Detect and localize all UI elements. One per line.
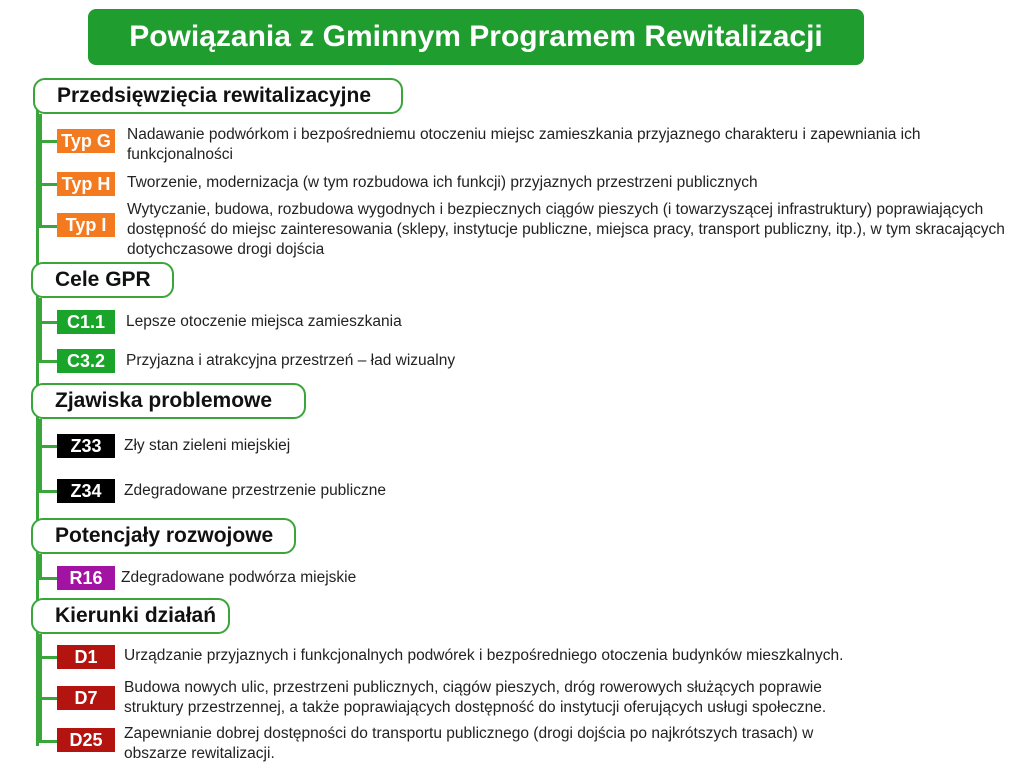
badge-typ-g: [57, 129, 115, 153]
badge-code: Typ I: [65, 214, 107, 235]
section-label: Cele GPR: [55, 268, 151, 291]
section-przedsiewziecia: [33, 78, 403, 114]
badge-code: C3.2: [66, 350, 106, 371]
branch-line: [39, 114, 42, 226]
badge-z34: [57, 479, 115, 503]
badge-code: Z34: [70, 480, 102, 501]
badge-typ-h: [57, 172, 115, 196]
badge-code: D1: [74, 646, 98, 667]
badge-c1-1: [57, 310, 115, 334]
badge-typ-i: [57, 213, 115, 237]
connector-line: [39, 740, 57, 743]
connector-line: [39, 490, 57, 493]
badge-d25: [57, 728, 115, 752]
page-title: [88, 9, 864, 65]
badge-code: Z33: [70, 435, 102, 456]
item-description: Lepsze otoczenie miejsca zamieszkania: [126, 313, 402, 330]
badge-code: D25: [69, 729, 103, 750]
badge-c3-2: [57, 349, 115, 373]
connector-line: [39, 360, 57, 363]
page-title-text: Powiązania z Gminnym Programem Rewitalizacji: [129, 20, 823, 53]
item-description: Wytyczanie, budowa, rozbudowa wygodnych i bezpiecznych ciągów pieszych (i towarzyszącej infrastruktury) poprawiających dostępność do miejsc zainteresowania (sklepy, instytucje publiczne, miejsca pracy, transport publiczny, itp.), w tym skracających dotychczasowe drogi dojścia: [127, 201, 1005, 258]
section-potencjaly-rozwojowe: [31, 518, 296, 554]
section-label: Potencjały rozwojowe: [55, 524, 274, 547]
section-label: Kierunki działań: [55, 604, 217, 627]
item-description: Nadawanie podwórkom i bezpośredniemu otoczeniu miejsc zamieszkania przyjaznego charakteru i zapewniania ich funkcjonalności: [127, 126, 921, 163]
badge-d7: [57, 686, 115, 710]
connector-line: [39, 577, 57, 580]
section-kierunki-dzialan: [31, 598, 230, 634]
branch-line: [39, 554, 42, 578]
badge-code: R16: [69, 567, 103, 588]
item-description: Zdegradowane przestrzenie publiczne: [124, 482, 386, 499]
item-description: Budowa nowych ulic, przestrzeni publicznych, ciągów pieszych, dróg rowerowych służących poprawie struktury przestrzennej, a także poprawiających dostępność do instytucji oferujących usługi społeczne.: [124, 679, 827, 716]
badge-code: Typ G: [61, 130, 111, 151]
connector-line: [39, 697, 57, 700]
item-description: Zapewnianie dobrej dostępności do transportu publicznego (drogi dojścia po najkrótszych trasach) w obszarze rewitalizacji.: [124, 725, 814, 762]
connector-line: [39, 140, 57, 143]
badge-code: Typ H: [61, 173, 111, 194]
branch-line: [39, 419, 42, 491]
section-zjawiska-problemowe: [31, 383, 306, 419]
connector-line: [39, 183, 57, 186]
connector-line: [39, 321, 57, 324]
badge-z33: [57, 434, 115, 458]
section-label: Przedsięwzięcia rewitalizacyjne: [57, 84, 371, 107]
connector-line: [39, 656, 57, 659]
branch-line: [39, 634, 42, 741]
item-description: Zły stan zieleni miejskiej: [124, 437, 291, 454]
badge-d1: [57, 645, 115, 669]
badge-r16: [57, 566, 115, 590]
section-cele-gpr: [31, 262, 174, 298]
badge-code: C1.1: [66, 311, 106, 332]
item-description: Tworzenie, modernizacja (w tym rozbudowa ich funkcji) przyjaznych przestrzeni publicznych: [127, 174, 758, 191]
item-description: Urządzanie przyjaznych i funkcjonalnych podwórek i bezpośredniego otoczenia budynków mieszkalnych.: [124, 647, 844, 664]
item-description: Zdegradowane podwórza miejskie: [121, 569, 357, 586]
connector-line: [39, 225, 57, 228]
branch-line: [39, 298, 42, 361]
connector-line: [39, 445, 57, 448]
section-label: Zjawiska problemowe: [55, 389, 273, 412]
item-description: Przyjazna i atrakcyjna przestrzeń – ład wizualny: [126, 352, 456, 369]
badge-code: D7: [74, 687, 98, 708]
